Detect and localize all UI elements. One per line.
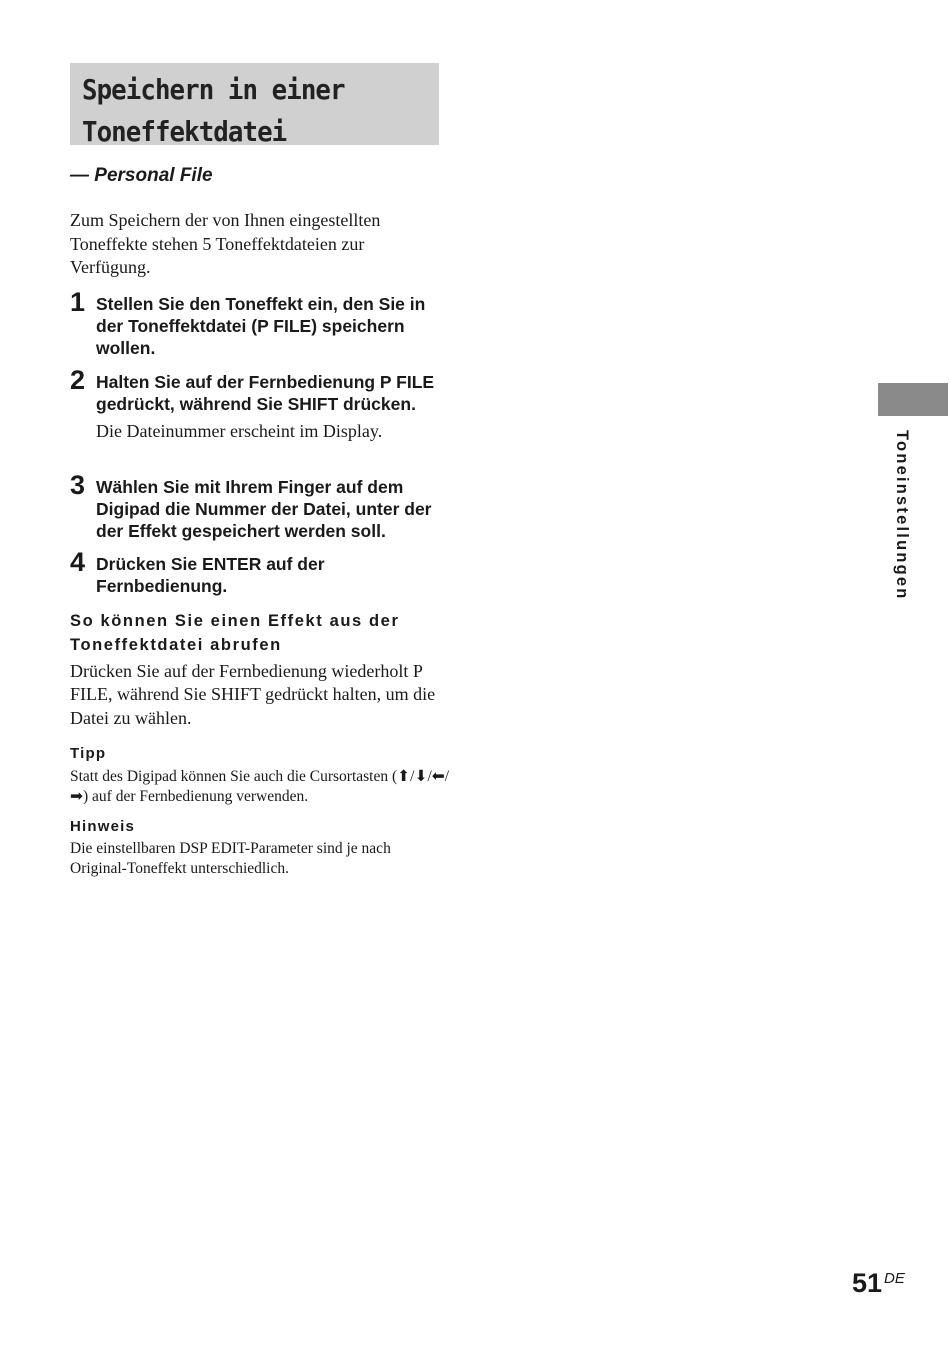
step-number: 3 [70,470,86,500]
hint-text: Die einstellbaren DSP EDIT-Parameter sind je nach Original-Toneffekt unterschiedlich. [70,840,391,877]
page-number: 51 [852,1268,883,1298]
page-subtitle: — Personal File [70,165,213,186]
step-3 [70,470,442,542]
tip-label: Tipp [70,745,107,762]
page-title-line-2: Toneffektdatei [82,115,287,148]
section-tab-marker [878,383,948,416]
page-language: DE [884,1270,905,1287]
step-text: Wählen Sie mit Ihrem Finger auf dem Digipad die Nummer der Datei, unter der der Effekt gespeichert werden soll. [96,477,432,541]
step-number: 4 [70,547,86,577]
step-number: 2 [70,365,86,395]
step-text: Halten Sie auf der Fernbedienung P FILE gedrückt, während Sie SHIFT drücken. [96,372,435,414]
step-note: Die Dateinummer erscheint im Display. [96,421,383,441]
intro-paragraph: Zum Speichern der von Ihnen eingestellten Toneffekte stehen 5 Toneffektdateien zur Verfügung. [70,210,381,277]
step-4 [70,547,442,597]
section-title-box [70,63,439,148]
step-text: Drücken Sie ENTER auf der Fernbedienung. [96,554,325,596]
step-2 [70,365,442,443]
step-1 [70,287,442,359]
recall-heading: So können Sie einen Effekt aus der Toneffektdatei abrufen [70,612,400,654]
tip-text: Statt des Digipad können Sie auch die Cursortasten (⬆/⬇/⬅/➡) auf der Fernbedienung verwenden. [70,768,450,805]
step-number: 1 [70,287,86,317]
recall-paragraph: Drücken Sie auf der Fernbedienung wiederholt P FILE, während Sie SHIFT gedrückt halten, um die Datei zu wählen. [70,661,436,728]
section-tab-label: Toneinstellungen [893,430,911,601]
page-title-line-1: Speichern in einer [82,73,345,106]
step-text: Stellen Sie den Toneffekt ein, den Sie in der Toneffektdatei (P FILE) speichern wollen. [96,294,426,358]
hint-label: Hinweis [70,818,136,835]
